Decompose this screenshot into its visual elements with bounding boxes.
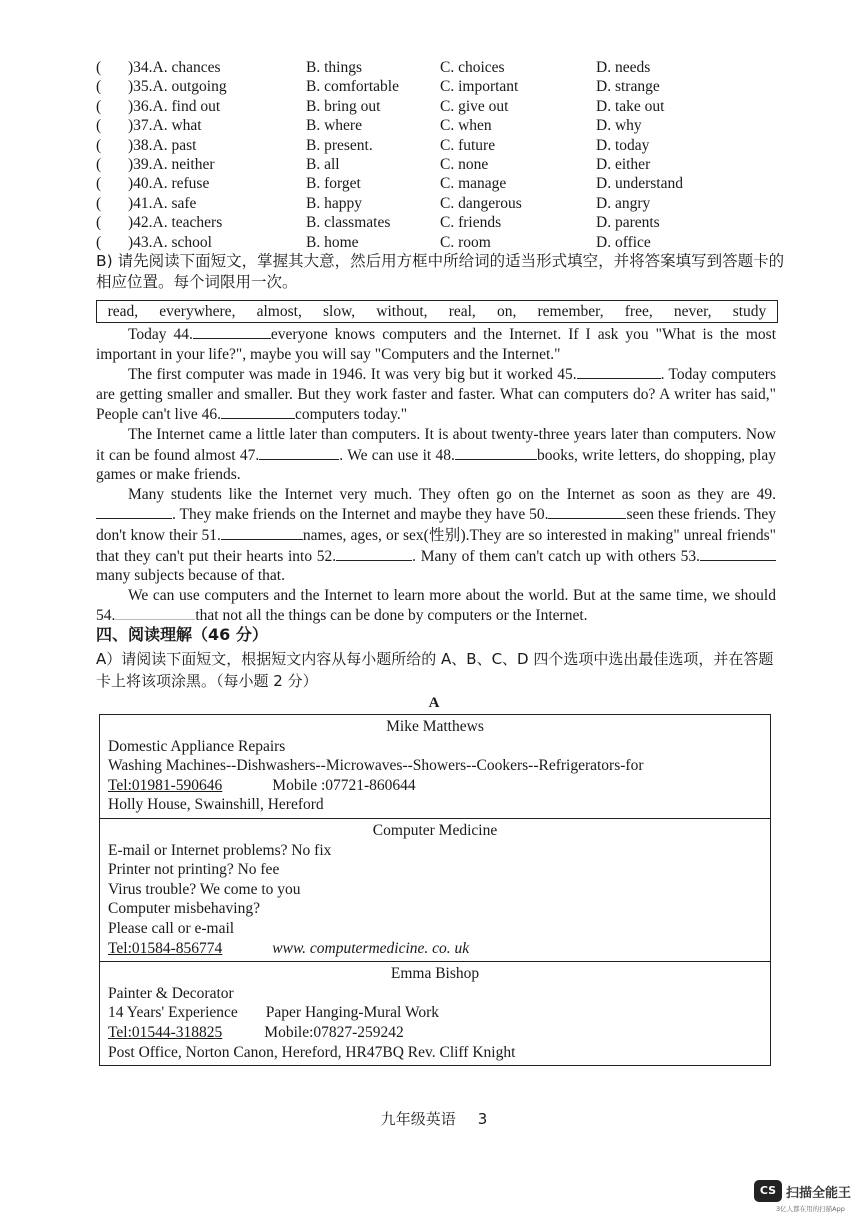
option-a: )43.A. school — [128, 233, 212, 251]
option-d: D. parents — [596, 214, 660, 232]
ad-contact-row — [108, 1023, 762, 1043]
text: The first computer was made in 1946. It was very big but it worked 45. — [128, 366, 577, 384]
text: We can use computers and the Internet to learn more about the world. But at the same time, we should 54. — [96, 586, 776, 625]
ad-line: Please call or e-mail — [108, 919, 235, 937]
word-bank-item: on, — [496, 302, 517, 320]
text: Today 44. — [128, 326, 193, 343]
word-bank-box — [96, 300, 778, 323]
ad-contact-row — [108, 776, 762, 796]
ad-computer-medicine — [100, 819, 770, 962]
blank-46[interactable] — [221, 404, 295, 419]
option-d: D. strange — [596, 78, 660, 96]
text: The Internet came a little later than computers. It is about twenty-three years later than computers. Now it can be found almost 47. — [96, 425, 776, 464]
text: names, ages, or sex(性别).They are so interested in making" unreal friends" that they can't put their hearts into 52. — [96, 526, 776, 565]
option-b: B. forget — [306, 175, 361, 193]
option-row — [96, 77, 796, 96]
text: books, write letters, do shopping, play games or make friends. — [96, 446, 776, 484]
page-number: 3 — [477, 1110, 488, 1128]
ad-line: Washing Machines--Dishwashers--Microwaves--Showers--Cookers--Refrigerators-for — [108, 757, 644, 775]
options-list — [96, 58, 796, 252]
watermark-name: 扫描全能王 — [786, 1186, 852, 1201]
cloze-passage — [96, 324, 776, 626]
ads-table — [99, 714, 771, 1066]
paren: ( — [96, 97, 102, 115]
ad-line: Domestic Appliance Repairs — [108, 737, 286, 755]
option-c: C. manage — [440, 175, 507, 193]
scanner-watermark — [754, 1178, 854, 1218]
ad-tel: Tel:01544-318825 — [108, 1023, 223, 1041]
option-b: B. where — [306, 117, 362, 135]
ad-title: Emma Bishop — [390, 965, 480, 983]
ad-address: Post Office, Norton Canon, Hereford, HR47BQ Rev. Cliff Knight — [108, 1043, 516, 1061]
paren: ( — [96, 136, 102, 154]
text: computers today." — [295, 406, 408, 424]
paren: ( — [96, 214, 102, 232]
word-bank-item: read, — [107, 302, 139, 320]
option-row — [96, 58, 796, 77]
passage-letter: A — [428, 695, 440, 711]
word-bank-item: free, — [624, 302, 653, 320]
section-4-heading: 四、阅读理解（46 分） — [96, 625, 268, 644]
option-d: D. angry — [596, 194, 651, 212]
blank-50[interactable] — [548, 504, 626, 519]
option-a: )42.A. teachers — [128, 214, 223, 232]
option-b: B. classmates — [306, 214, 391, 232]
blank-49[interactable] — [96, 504, 172, 519]
option-d: D. either — [596, 155, 651, 173]
option-d: D. office — [596, 233, 651, 251]
ad-title: Computer Medicine — [372, 821, 498, 839]
ad-line: Computer misbehaving? — [108, 900, 260, 918]
option-a: )41.A. safe — [128, 194, 197, 212]
option-b: B. things — [306, 59, 362, 76]
option-row — [96, 213, 796, 232]
option-row — [96, 136, 796, 155]
option-row — [96, 233, 796, 252]
option-row — [96, 97, 796, 116]
option-c: C. when — [440, 117, 492, 135]
paren: ( — [96, 155, 102, 173]
paragraph — [96, 485, 776, 586]
blank-52[interactable] — [336, 546, 412, 561]
paragraph — [96, 586, 776, 626]
ad-line: E-mail or Internet problems? No fix — [108, 841, 332, 859]
word-bank-item: study — [732, 302, 767, 320]
camscanner-logo-icon: CS — [754, 1180, 782, 1202]
blank-47[interactable] — [259, 445, 339, 460]
ad-line: Painter & Decorator — [108, 984, 234, 1002]
word-bank-item: slow, — [322, 302, 356, 320]
option-b: B. all — [306, 155, 340, 173]
option-c: C. none — [440, 155, 489, 173]
paren: ( — [96, 233, 102, 251]
text: Many students like the Internet very much. They often go on the Internet as soon as they are 49. — [128, 485, 776, 503]
blank-44[interactable] — [193, 324, 271, 339]
blank-45[interactable] — [577, 364, 661, 379]
text: . Today computers are getting smaller and smaller. But they work faster and faster. What can computers do? A writer has said," People can't live 46. — [96, 366, 776, 424]
option-c: C. future — [440, 136, 496, 154]
blank-48[interactable] — [455, 445, 537, 460]
ad-contact-row — [108, 939, 762, 959]
text: everyone knows computers and the Internet. If I ask you "What is the most important in your life?", maybe you will say "Computers and the Internet." — [96, 326, 777, 363]
option-a: )34.A. chances — [128, 59, 221, 76]
ad-tel: Tel:01584-856774 — [108, 939, 223, 957]
option-c: C. dangerous — [440, 194, 522, 212]
ad-line: Virus trouble? We come to you — [108, 880, 301, 898]
paren: ( — [96, 175, 102, 193]
word-bank-item: never, — [673, 302, 712, 320]
ad-experience: 14 Years' Experience — [108, 1004, 238, 1022]
option-a: )38.A. past — [128, 136, 197, 154]
option-d: D. why — [596, 117, 642, 135]
paren: ( — [96, 117, 102, 135]
option-a: )37.A. what — [128, 117, 202, 135]
option-d: D. take out — [596, 97, 665, 115]
option-c: C. friends — [440, 214, 502, 232]
ad-mobile: Mobile :07721-860644 — [272, 776, 416, 794]
ad-title: Mike Matthews — [386, 718, 484, 735]
paragraph — [96, 364, 776, 425]
text: many subjects because of that. — [96, 567, 285, 585]
option-row — [96, 116, 796, 135]
word-bank-item: almost, — [256, 302, 302, 320]
word-bank-item: without, — [376, 302, 428, 320]
option-c: C. room — [440, 233, 491, 251]
ad-tel: Tel:01981-590646 — [108, 776, 223, 794]
footer-subject: 九年级英语 — [380, 1110, 456, 1128]
option-a: )36.A. find out — [128, 97, 221, 115]
section-4-instruction: A）请阅读下面短文，根据短文内容从每小题所给的 A、B、C、D 四个选项中选出最佳选项，并在答题卡上将该项涂黑。（每小题 2 分） — [96, 650, 774, 690]
option-a: )39.A. neither — [128, 155, 215, 173]
text: seen these friends. They don't know their 51. — [96, 506, 777, 544]
option-b: B. home — [306, 233, 359, 251]
word-bank-item: remember, — [537, 302, 604, 320]
option-b: B. bring out — [306, 97, 381, 115]
option-row — [96, 194, 796, 213]
section-b-instruction: B) 请先阅读下面短文，掌握其大意，然后用方框中所给词的适当形式填空，并将答案填写到答题卡的相应位置。每个词限用一次。 — [96, 252, 785, 291]
option-b: B. happy — [306, 194, 362, 212]
ad-website: www. computermedicine. co. uk — [272, 939, 470, 957]
ad-line: Printer not printing? No fee — [108, 861, 280, 879]
ad-emma-bishop — [100, 962, 770, 1065]
paragraph — [96, 425, 776, 485]
text: . We can use it 48. — [339, 446, 455, 464]
paren: ( — [96, 194, 102, 212]
ad-address: Holly House, Swainshill, Hereford — [108, 796, 324, 814]
option-d: D. today — [596, 136, 650, 154]
option-c: C. important — [440, 78, 519, 96]
word-bank-item: everywhere, — [159, 302, 236, 320]
paragraph — [96, 324, 776, 364]
option-c: C. give out — [440, 97, 509, 115]
blank-51[interactable] — [221, 525, 303, 540]
option-d: D. understand — [596, 175, 683, 193]
option-a: )35.A. outgoing — [128, 78, 227, 96]
ad-mobile: Mobile:07827-259242 — [264, 1023, 404, 1041]
text: that not all the things can be done by computers or the Internet. — [195, 607, 588, 625]
word-bank-item: real, — [448, 302, 476, 320]
watermark-subtitle: 3亿人都在用的扫描App — [776, 1205, 845, 1213]
option-a: )40.A. refuse — [128, 175, 210, 193]
option-row — [96, 174, 796, 193]
text: . Many of them can't catch up with others 53. — [412, 547, 700, 565]
ad-services: Paper Hanging-Mural Work — [265, 1004, 440, 1022]
option-b: B. present. — [306, 136, 373, 154]
option-b: B. comfortable — [306, 78, 399, 96]
option-c: C. choices — [440, 59, 505, 76]
paren: ( — [96, 59, 102, 76]
page-footer — [0, 1108, 868, 1129]
option-row — [96, 155, 796, 174]
text: . They make friends on the Internet and maybe they have 50. — [172, 506, 549, 524]
option-d: D. needs — [596, 59, 651, 76]
blank-54[interactable] — [115, 605, 195, 620]
paren: ( — [96, 78, 102, 96]
blank-53[interactable] — [700, 546, 776, 561]
ad-line — [108, 1003, 762, 1023]
ad-mike-matthews — [100, 715, 770, 819]
